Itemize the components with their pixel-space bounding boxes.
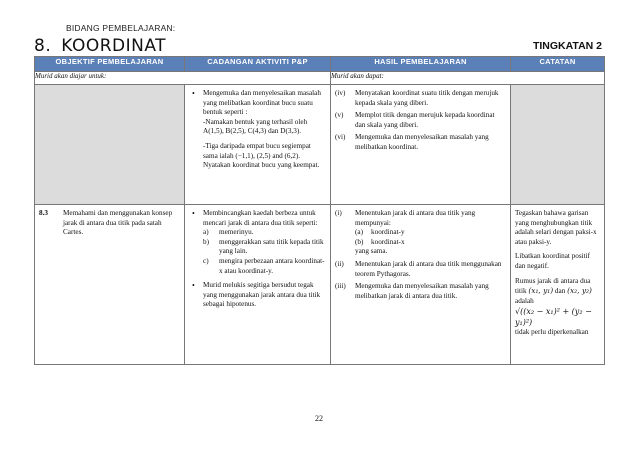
outcome-number: (iii) (335, 282, 346, 291)
objective-item (39, 209, 180, 238)
subitem-text: koordinat-y (371, 228, 405, 237)
outcome-text: Menentukan jarak di antara dua titik menggunakan teorem Pythagoras. (355, 259, 502, 278)
objective-text: Memahami dan menggunakan konsep jarak di antara dua titik pada satah Cartes. (63, 209, 173, 237)
outcomes-cell (331, 205, 511, 365)
note-text: Rumus jarak di antara dua titik (515, 276, 591, 296)
subitem-label: (b) (355, 237, 364, 246)
subitem-label: b) (203, 237, 209, 246)
page-title (34, 36, 166, 56)
outcome-tail: yang sama. (355, 247, 388, 256)
learning-area-label: BIDANG PEMBELAJARAN: (66, 23, 176, 33)
objective-number: 8.3 (39, 209, 48, 217)
outcome-item (335, 133, 506, 152)
activity-item: -Tiga daripada empat bucu segiempat sama ialah (−1,1), (2,5) and (6,2). Nyatakan koordinat bucu yang keempat. (203, 141, 320, 170)
point-1: (x₁, y₁) (528, 286, 554, 296)
outcome-item (335, 282, 506, 301)
note-paragraph: Libatkan koordinat positif dan negatif. (515, 252, 591, 270)
outcome-number: (ii) (335, 259, 344, 268)
distance-formula: √((x₂ − x₁)² + (y₂ − y₁)²) (515, 307, 592, 328)
activity-bullet: • Murid melukis segitiga bersudut tegak yang menggunakan jarak antara dua titik sebagai hipotenus. (189, 281, 326, 310)
subheader-able: Murid akan dapat: (331, 72, 605, 85)
table-row (35, 85, 605, 205)
column-header-notes: CATATAN (511, 57, 605, 72)
table-row (35, 205, 605, 365)
topic-number: 8. (34, 36, 52, 56)
outcome-subitem (355, 228, 506, 238)
outcome-number: (iv) (335, 89, 346, 97)
activity-subitem (203, 238, 326, 257)
activity-bullet: • Membincangkan kaedah berbeza untuk mencari jarak di antara dua titik seperti: (189, 209, 326, 228)
column-header-row (35, 57, 605, 72)
notes-cell (511, 205, 605, 365)
subheader-taught: Murid akan diajar untuk: (35, 72, 331, 85)
activities-cell (185, 85, 331, 205)
objective-cell-empty (35, 85, 185, 205)
column-header-objective: OBJEKTIF PEMBELAJARAN (35, 57, 185, 72)
subitem-text: mengira perbezaan antara koordinat-x atau koordinat-y. (219, 256, 325, 275)
activity-subitem (203, 257, 326, 276)
outcome-text: Memplot titik dengan merujuk kepada koordinat dan skala yang diberi. (355, 111, 495, 129)
outcome-text: Menentukan jarak di antara dua titik yang mempunyai: (355, 209, 476, 227)
objective-cell (35, 205, 185, 365)
outcome-item (335, 89, 506, 108)
note-text: tidak perlu diperkenalkan (515, 328, 589, 337)
outcome-item (335, 111, 506, 130)
outcome-subitem (355, 238, 506, 248)
subitem-text: menggerakkan satu titik kepada titik yang lain. (219, 237, 324, 256)
activity-subitem (203, 228, 326, 238)
activities-cell (185, 205, 331, 365)
column-header-activities: CADANGAN AKTIVITI P&P (185, 57, 331, 72)
subitem-label: (a) (355, 228, 363, 237)
point-2: (x₂, y₂) (567, 286, 592, 296)
outcome-text: Menyatakan koordinat suatu titik dengan merujuk kepada skala yang diberi. (355, 89, 499, 107)
outcome-number: (v) (335, 111, 344, 120)
activity-bullet: • Mengemuka dan menyelesaikan masalah yang melibatkan koordinat bucu suatu bentuk seperti : (189, 89, 326, 118)
note-paragraph: Tegaskan bahawa garisan yang menghubungkan titik adalah selari dengan paksi-x atau paksi-y. (515, 209, 597, 246)
note-text: dan (554, 287, 566, 296)
note-formula-block (515, 277, 600, 338)
page-number: 22 (315, 414, 323, 423)
outcome-item (335, 260, 506, 279)
outcomes-cell (331, 85, 511, 205)
subheader-row (35, 72, 605, 85)
outcome-number: (i) (335, 209, 342, 217)
outcome-item (335, 209, 506, 257)
outcome-text: Mengemuka dan menyelesaikan masalah yang melibatkan koordinat. (355, 133, 489, 151)
subitem-label: a) (203, 228, 209, 237)
note-text: adalah (515, 296, 534, 305)
activity-item: -Namakan bentuk yang terhasil oleh A(1,5), B(2,5), C(4,3) dan D(3,3). (203, 117, 308, 136)
outcome-text: Mengemuka dan menyelesaikan masalah yang melibatkan jarak di antara dua titik. (355, 282, 489, 300)
subitem-text: koordinat-x (371, 237, 405, 246)
column-header-outcomes: HASIL PEMBELAJARAN (331, 57, 511, 72)
level-label: TINGKATAN 2 (532, 40, 602, 52)
subitem-text: memerinyu. (219, 228, 254, 237)
syllabus-table (34, 56, 605, 365)
subitem-label: c) (203, 256, 209, 265)
outcome-number: (vi) (335, 133, 346, 142)
notes-cell-empty (511, 85, 605, 205)
topic-name: KOORDINAT (61, 36, 167, 56)
